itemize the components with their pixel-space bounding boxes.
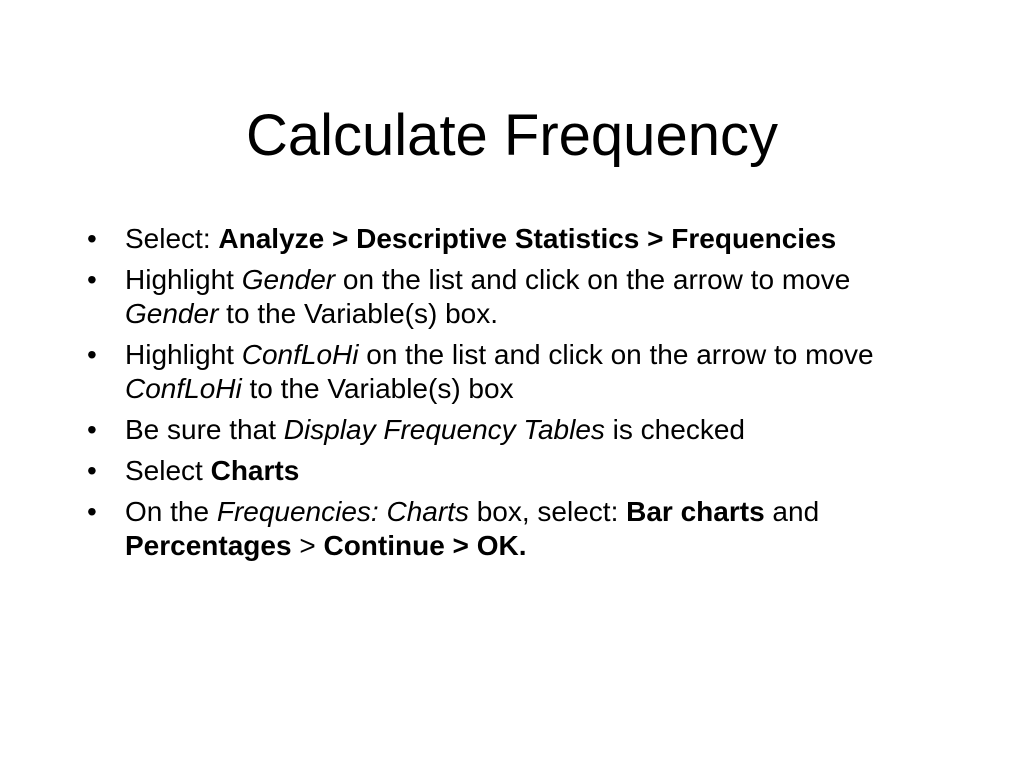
- bullet-text-segment: Percentages: [125, 530, 292, 561]
- bullet-text-segment: Select:: [125, 223, 219, 254]
- bullet-item: [87, 263, 947, 331]
- slide-title: Calculate Frequency: [246, 103, 778, 168]
- bullet-text-segment: on the list and click on the arrow to move: [358, 339, 874, 370]
- bullet-marker: •: [87, 496, 97, 527]
- bullet-text-segment: Display Frequency Tables: [283, 414, 605, 445]
- bullet-text-segment: On the: [125, 496, 217, 527]
- bullet-item: [87, 222, 947, 256]
- bullet-text-segment: to the Variable(s) box.: [218, 298, 499, 329]
- bullet-text-segment: to the Variable(s) box: [241, 373, 514, 404]
- bullet-item: [87, 338, 947, 406]
- bullet-marker: •: [87, 339, 97, 370]
- bullet-text-segment: Highlight: [125, 339, 242, 370]
- bullet-item: [87, 454, 947, 488]
- bullet-text-segment: Analyze > Descriptive Statistics > Frequencies: [218, 223, 837, 254]
- bullet-text-segment: on the list and click on the arrow to move: [335, 264, 851, 295]
- bullet-marker: •: [87, 414, 97, 445]
- bullet-text-segment: >: [291, 530, 324, 561]
- bullet-text-segment: Be sure that: [125, 414, 284, 445]
- bullet-text-segment: and: [764, 496, 820, 527]
- bullet-text-segment: Continue > OK.: [323, 530, 527, 561]
- bullet-text-segment: Bar charts: [626, 496, 765, 527]
- bullet-marker: •: [87, 264, 97, 295]
- bullet-text-segment: Highlight: [125, 264, 242, 295]
- bullet-text-segment: Select: [125, 455, 211, 486]
- bullet-text-segment: Gender: [125, 298, 219, 329]
- bullet-text-segment: Frequencies: Charts: [216, 496, 469, 527]
- bullet-item: [87, 413, 947, 447]
- bullet-item: [87, 495, 947, 563]
- bullet-text-segment: ConfLoHi: [241, 339, 359, 370]
- bullet-text-segment: is checked: [604, 414, 745, 445]
- bullet-text-segment: Charts: [210, 455, 300, 486]
- bullet-list: [87, 222, 947, 570]
- bullet-marker: •: [87, 455, 97, 486]
- bullet-text-segment: Gender: [241, 264, 336, 295]
- bullet-text-segment: ConfLoHi: [125, 373, 242, 404]
- bullet-marker: •: [87, 223, 97, 254]
- bullet-text-segment: box, select:: [468, 496, 627, 527]
